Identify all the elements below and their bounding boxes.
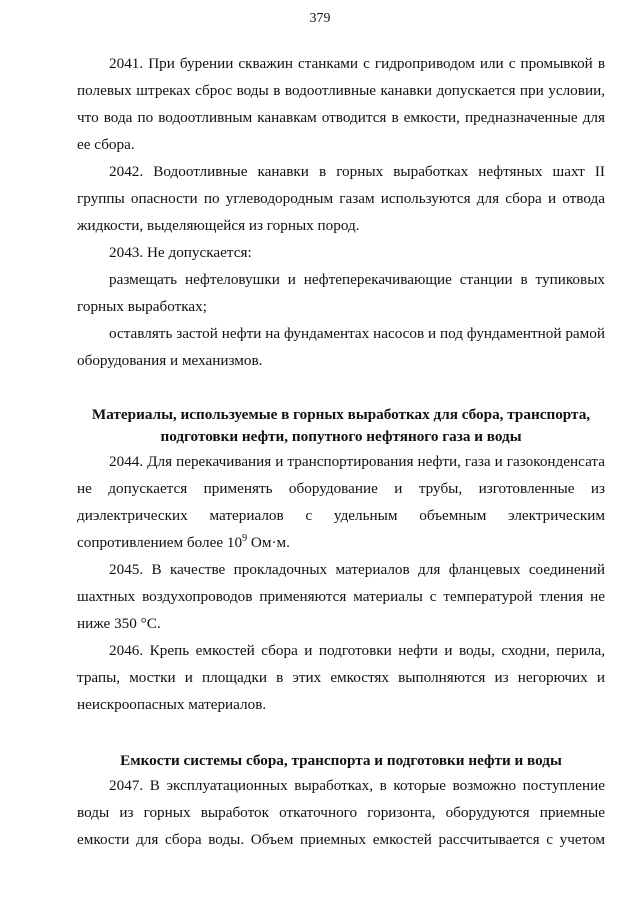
paragraph-2044-exponent: 9: [242, 532, 248, 544]
paragraph-2044-unit: Ом·м.: [247, 534, 290, 551]
section-heading-materials: [77, 404, 605, 448]
section-spacer: [77, 718, 605, 750]
paragraph-2042: 2042. Водоотливные канавки в горных выработках нефтяных шахт II группы опасности по углеводородным газам используются для сбора и отвода жидкости, выделяющейся из горных пород.: [77, 163, 605, 234]
section-spacer: [77, 374, 605, 404]
paragraph-2043-item-2: оставлять застой нефти на фундаментах насосов и под фундаментной рамой оборудования и механизмов.: [77, 325, 605, 369]
paragraph-2043: 2043. Не допускается:: [109, 244, 252, 261]
paragraph-2044-text: 2044. Для перекачивания и транспортирования нефти, газа и газоконденсата не допускается применять оборудование и трубы, изготовленные из диэлектрических материалов с удельным объемным электрическим сопротивлением более 10: [77, 453, 605, 551]
section-heading-materials-line-2: подготовки нефти, попутного нефтяного газа и воды: [160, 428, 522, 445]
paragraph-2047: 2047. В эксплуатационных выработках, в которые возможно поступление воды из горных выработок откаточного горизонта, оборудуются приемные емкости для сбора воды. Объем приемных емкостей рассчитывается с учетом: [77, 777, 605, 848]
page-number: 379: [309, 11, 331, 26]
paragraph-2044: [77, 448, 605, 556]
section-heading-tanks: Емкости системы сбора, транспорта и подготовки нефти и воды: [120, 752, 562, 769]
section-heading-materials-line-1: Материалы, используемые в горных выработках для сбора, транспорта,: [91, 406, 591, 423]
paragraph-2041: 2041. При бурении скважин станками с гидроприводом или с промывкой в полевых штреках сброс воды в водоотливные канавки допускается при условии, что вода по водоотливным канавкам отводится в емкости, предназначенные для ее сбора.: [77, 55, 605, 153]
paragraph-2043-item-1: размещать нефтеловушки и нефтеперекачивающие станции в тупиковых горных выработках;: [77, 271, 605, 315]
paragraph-2046: 2046. Крепь емкостей сбора и подготовки нефти и воды, сходни, перила, трапы, мостки и площадки в этих емкостях выполняются из негорючих и неискроопасных материалов.: [77, 642, 605, 713]
paragraph-2045: 2045. В качестве прокладочных материалов для фланцевых соединений шахтных воздухопроводов применяются материалы с температурой тления не ниже 350 °С.: [77, 561, 605, 632]
document-body: [77, 50, 605, 853]
